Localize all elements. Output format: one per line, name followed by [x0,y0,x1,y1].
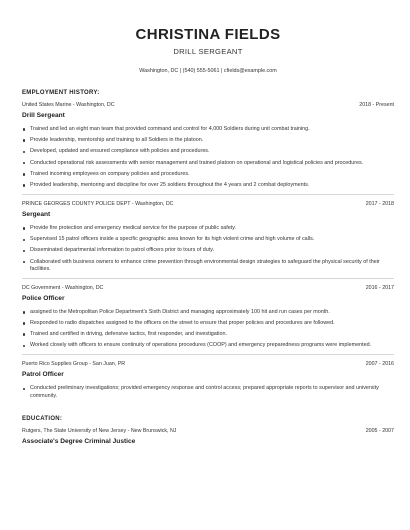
job-title: Drill Sergeant [22,112,65,119]
job-divider [22,278,394,279]
job-bullets [22,309,394,350]
job-entry [22,201,394,273]
bullet-item: Trained and led an eight man team that provided command and control for 4,000 Soldiers during unit combat training. [22,126,394,133]
bullet-item: Responded to radio dispatches assigned to the officers on the street to ensure that proper policies and procedures are followed. [22,320,394,327]
job-title: Police Officer [22,294,65,302]
bullet-item: Trained incoming employees on company policies and procedures. [22,171,394,178]
job-header [22,102,394,108]
job-dates: 2017 - 2018 [365,201,394,208]
bullet-item: Conducted operational risk assessments with senior management and trained platoon on operational and logistical policies and procedures. [22,160,394,167]
job-entry [22,102,394,189]
job-bullets [22,385,394,399]
candidate-title: DRILL SERGEANT [173,47,243,56]
education-degree: Associate's Degree Criminal Justice [22,437,136,445]
bullet-item: Provide leadership, mentorship and training to all Soldiers in the platoon. [22,137,394,144]
job-dates: 2016 - 2017 [365,284,394,291]
education-school: Rutgers, The State University of New Jersey - New Brunswick, NJ [22,427,177,434]
job-bullets [22,225,394,273]
bullet-item: Provided leadership, mentoring and discipline for over 25 soldiers throughout the 4 years and 2 combat deployments. [22,182,394,189]
job-title: Patrol Officer [22,371,64,379]
job-entry [22,285,394,350]
bullet-item: Collaborated with business owners to enhance crime prevention through environmental design strategies to safeguard the physical security of their facilities. [22,259,394,273]
bullet-item: Worked closely with officers to ensure continuity of operations procedures (COOP) and emergency preparedness programs were implemented. [22,342,394,349]
job-title: Sergeant [22,211,51,219]
education-dates: 2005 - 2007 [365,427,394,434]
education-heading: EDUCATION: [22,415,63,422]
bullet-item: assigned to the Metropolitan Police Department's Sixth District and managing approximately 100 hit and run cases per month. [22,309,394,316]
education-header [22,428,394,434]
bullet-item: Conducted preliminary investigations; provided emergency response and control access; prepared appropriate reports to supervisor and university community. [22,385,394,399]
employment-heading: EMPLOYMENT HISTORY: [22,90,100,96]
job-header [22,201,394,207]
job-dates: 2018 - Present [359,102,394,108]
job-organization: DC Government - Washington, DC [22,284,104,291]
contact-info: Washington, DC | (540) 555-5061 | cfields@example.com [139,68,277,74]
bullet-item: Developed, updated and ensured compliance with policies and procedures. [22,148,394,155]
education-entry [22,428,394,445]
job-dates: 2007 - 2016 [365,361,394,368]
bullet-item: Provide fire protection and emergency medical service for the purpose of public safety. [22,225,394,232]
job-header [22,361,394,367]
job-organization: PRINCE GEORGES COUNTY POLICE DEPT - Washington, DC [22,201,174,208]
job-organization: United States Marine - Washington, DC [22,102,115,108]
bullet-item: Trained and certified in driving, defensive tactics, first responder, and investigation. [22,331,394,338]
job-divider [22,194,394,195]
job-divider [22,354,394,355]
bullet-item: Supervised 15 patrol officers inside a specific geographic area known for its high violent crime and high volume of calls. [22,236,394,243]
job-bullets [22,126,394,189]
job-entry [22,361,394,399]
job-organization: Puerto Rico Supplies Group - San Juan, PR [22,361,126,368]
job-header [22,285,394,291]
candidate-name: CHRISTINA FIELDS [135,26,281,43]
bullet-item: Disseminated departmental information to patrol officers prior to tours of duty. [22,247,394,254]
